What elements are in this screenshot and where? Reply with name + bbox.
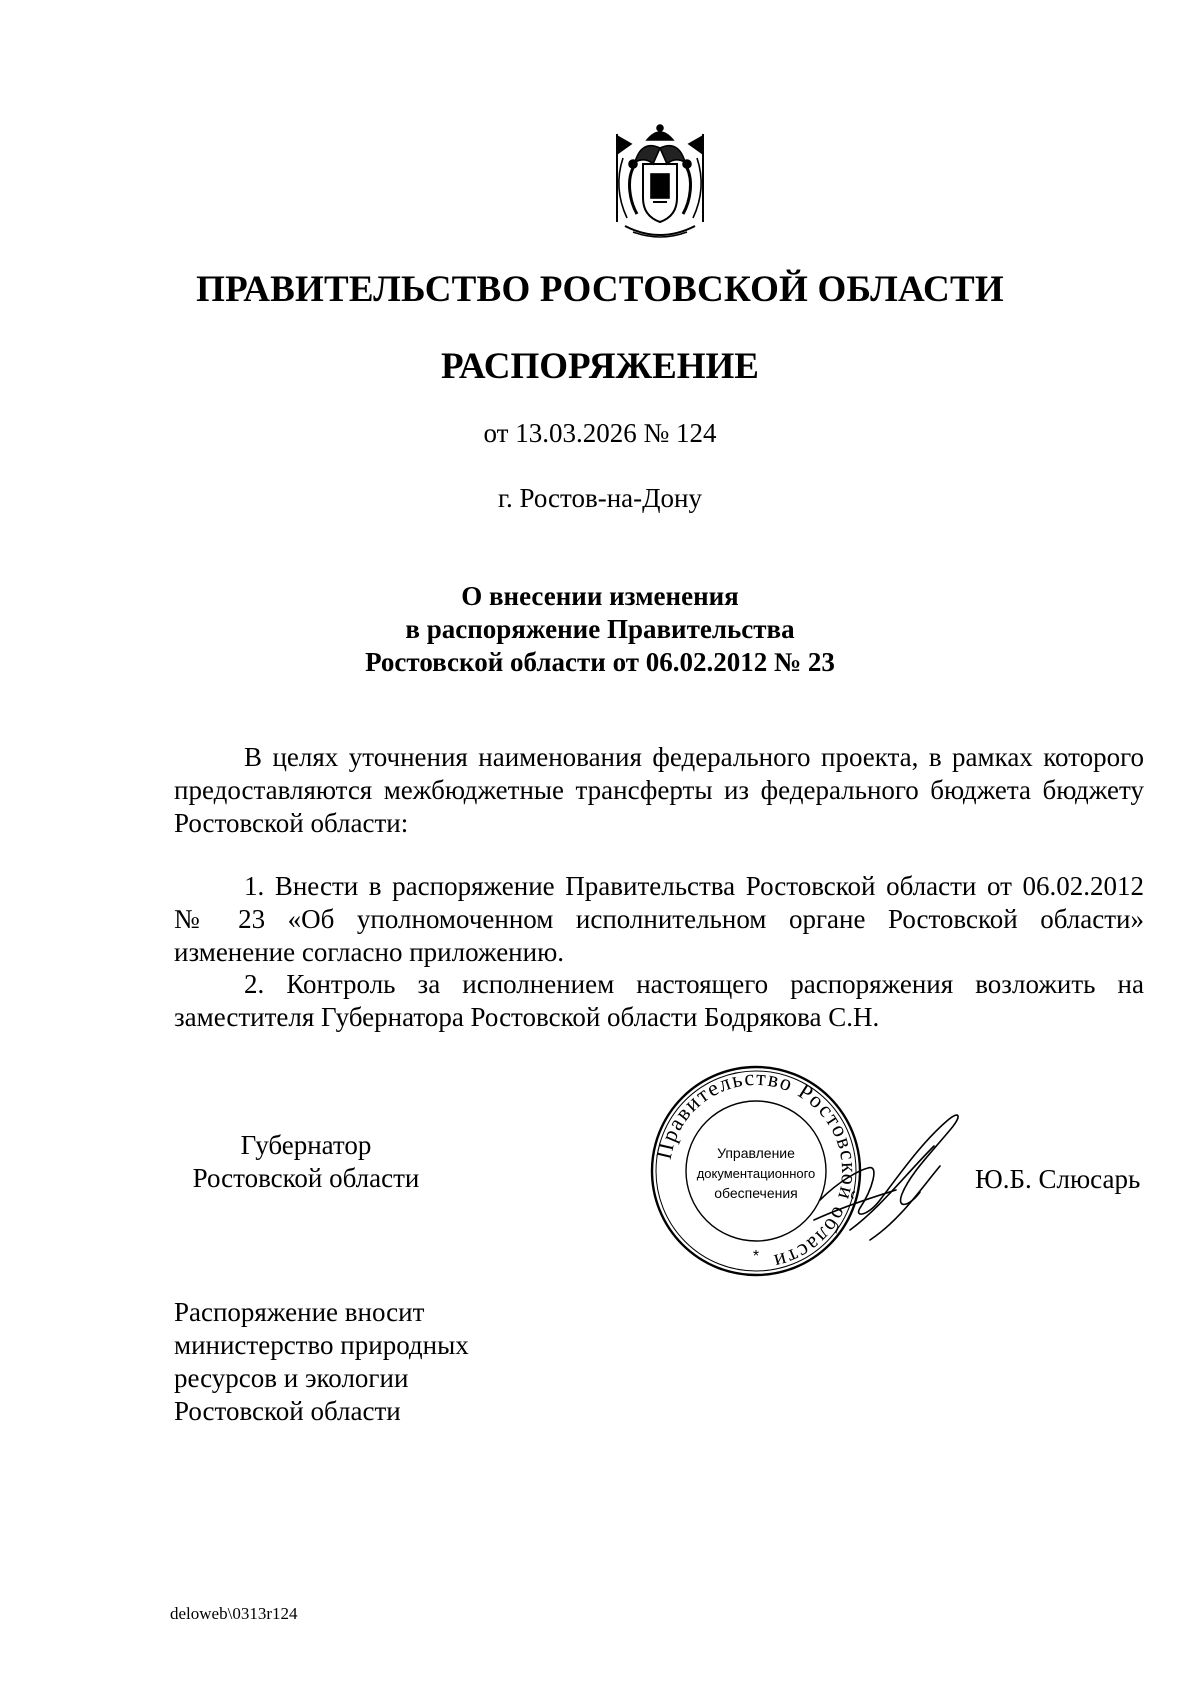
position-line-2: Ростовской области <box>192 1163 420 1193</box>
submitter-line-4: Ростовской области <box>174 1396 401 1426</box>
item-1-paragraph: 1. Внести в распоряжение Правительства Ростовской области от 06.02.2012 № 23 «Об уполномоченном исполнительном органе Ростовской области» изменение согласно приложению. <box>174 871 1144 967</box>
preamble-paragraph: В целях уточнения наименования федерального проекта, в рамках которого предоставляются межбюджетные трансферты из федерального бюджета бюджету Ростовской области: <box>174 742 1144 838</box>
document-subject <box>0 580 1200 679</box>
document-date-number: от 13.03.2026 № 124 <box>483 418 717 448</box>
document-city: г. Ростов-на-Дону <box>497 483 702 513</box>
subject-line-3: Ростовской области от 06.02.2012 № 23 <box>365 647 835 677</box>
submitter-line-2: министерство природных <box>174 1330 469 1360</box>
handwritten-signature <box>810 1090 990 1270</box>
stamp-outer-text: Правительство Ростовской области <box>650 1064 863 1276</box>
stamp-inner-line-1: Управление <box>717 1145 795 1161</box>
position-line-1: Губернатор <box>240 1130 372 1160</box>
submitter-block <box>174 1296 469 1428</box>
signatory-position <box>176 1129 436 1195</box>
stamp-inner-line-3: обеспечения <box>714 1185 798 1201</box>
stamp-inner-line-2: документационного <box>696 1166 816 1181</box>
organization-title: ПРАВИТЕЛЬСТВО РОСТОВСКОЙ ОБЛАСТИ <box>196 269 1004 310</box>
submitter-line-1: Распоряжение вносит <box>174 1297 425 1327</box>
file-reference: deloweb\0313r124 <box>170 1604 298 1623</box>
coat-of-arms-icon <box>603 118 717 246</box>
subject-line-2: в распоряжение Правительства <box>405 614 795 644</box>
signatory-name: Ю.Б. Слюсарь <box>975 1164 1141 1194</box>
document-type: РАСПОРЯЖЕНИЕ <box>440 346 759 387</box>
subject-line-1: О внесении изменения <box>461 581 739 611</box>
submitter-line-3: ресурсов и экологии <box>174 1363 409 1393</box>
item-2-paragraph: 2. Контроль за исполнением настоящего распоряжения возложить на заместителя Губернатора Ростовской области Бодрякова С.Н. <box>174 969 1144 1032</box>
stamp-star: * <box>752 1248 760 1265</box>
